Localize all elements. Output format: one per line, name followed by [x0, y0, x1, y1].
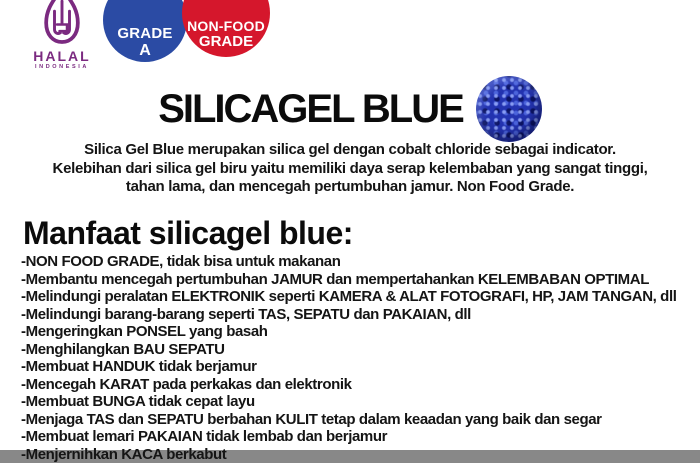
benefit-item: -Menjaga TAS dan SEPATU berbahan KULIT tetap dalam keaadan yang baik dan segar	[21, 411, 693, 429]
benefit-item: -Membuat HANDUK tidak berjamur	[21, 358, 693, 376]
benefits-list	[21, 253, 693, 463]
title-row	[0, 76, 700, 142]
benefit-item: -Melindungi barang-barang seperti TAS, SEPATU dan PAKAIAN, dll	[21, 306, 693, 324]
benefit-item: -Menghilangkan BAU SEPATU	[21, 341, 693, 359]
non-food-grade-badge	[182, 0, 270, 57]
grade-badge-line1: GRADE	[117, 25, 172, 42]
halal-sublabel: INDONESIA	[33, 64, 91, 71]
description-line: tahan lama, dan mencegah pertumbuhan jamur. Non Food Grade.	[0, 178, 700, 197]
halal-indonesia-logo	[33, 0, 91, 71]
description-line: Silica Gel Blue merupakan silica gel dengan cobalt chloride sebagai indicator.	[0, 141, 700, 160]
benefit-item: -NON FOOD GRADE, tidak bisa untuk makanan	[21, 253, 693, 271]
page-title: SILICAGEL BLUE	[158, 87, 463, 131]
benefit-item: -Mengeringkan PONSEL yang basah	[21, 323, 693, 341]
halal-gunungan-icon	[33, 0, 91, 48]
benefit-item: -Membuat BUNGA tidak cepat layu	[21, 393, 693, 411]
nonfood-badge-line2: GRADE	[199, 34, 253, 50]
benefit-item: -Mencegah KARAT pada perkakas dan elektronik	[21, 376, 693, 394]
nonfood-badge-line1: NON-FOOD	[187, 18, 265, 34]
benefits-heading: Manfaat silicagel blue:	[23, 216, 353, 250]
grade-a-badge	[103, 0, 187, 62]
benefit-item: -Membantu mencegah pertumbuhan JAMUR dan mempertahankan KELEMBABAN OPTIMAL	[21, 271, 693, 289]
product-description	[0, 141, 700, 197]
benefit-item: -Membuat lemari PAKAIAN tidak lembab dan berjamur	[21, 428, 693, 446]
benefit-item: -Melindungi peralatan ELEKTRONIK seperti KAMERA & ALAT FOTOGRAFI, HP, JAM TANGAN, dll	[21, 288, 693, 306]
silica-beads-photo	[476, 76, 542, 142]
halal-label: HALAL	[33, 49, 91, 64]
benefit-item: -Menjernihkan KACA berkabut	[21, 446, 693, 463]
description-line: Kelebihan dari silica gel biru yaitu memiliki daya serap kelembaban yang sangat tinggi,	[0, 160, 700, 179]
grade-badge-line2: A	[139, 42, 151, 59]
